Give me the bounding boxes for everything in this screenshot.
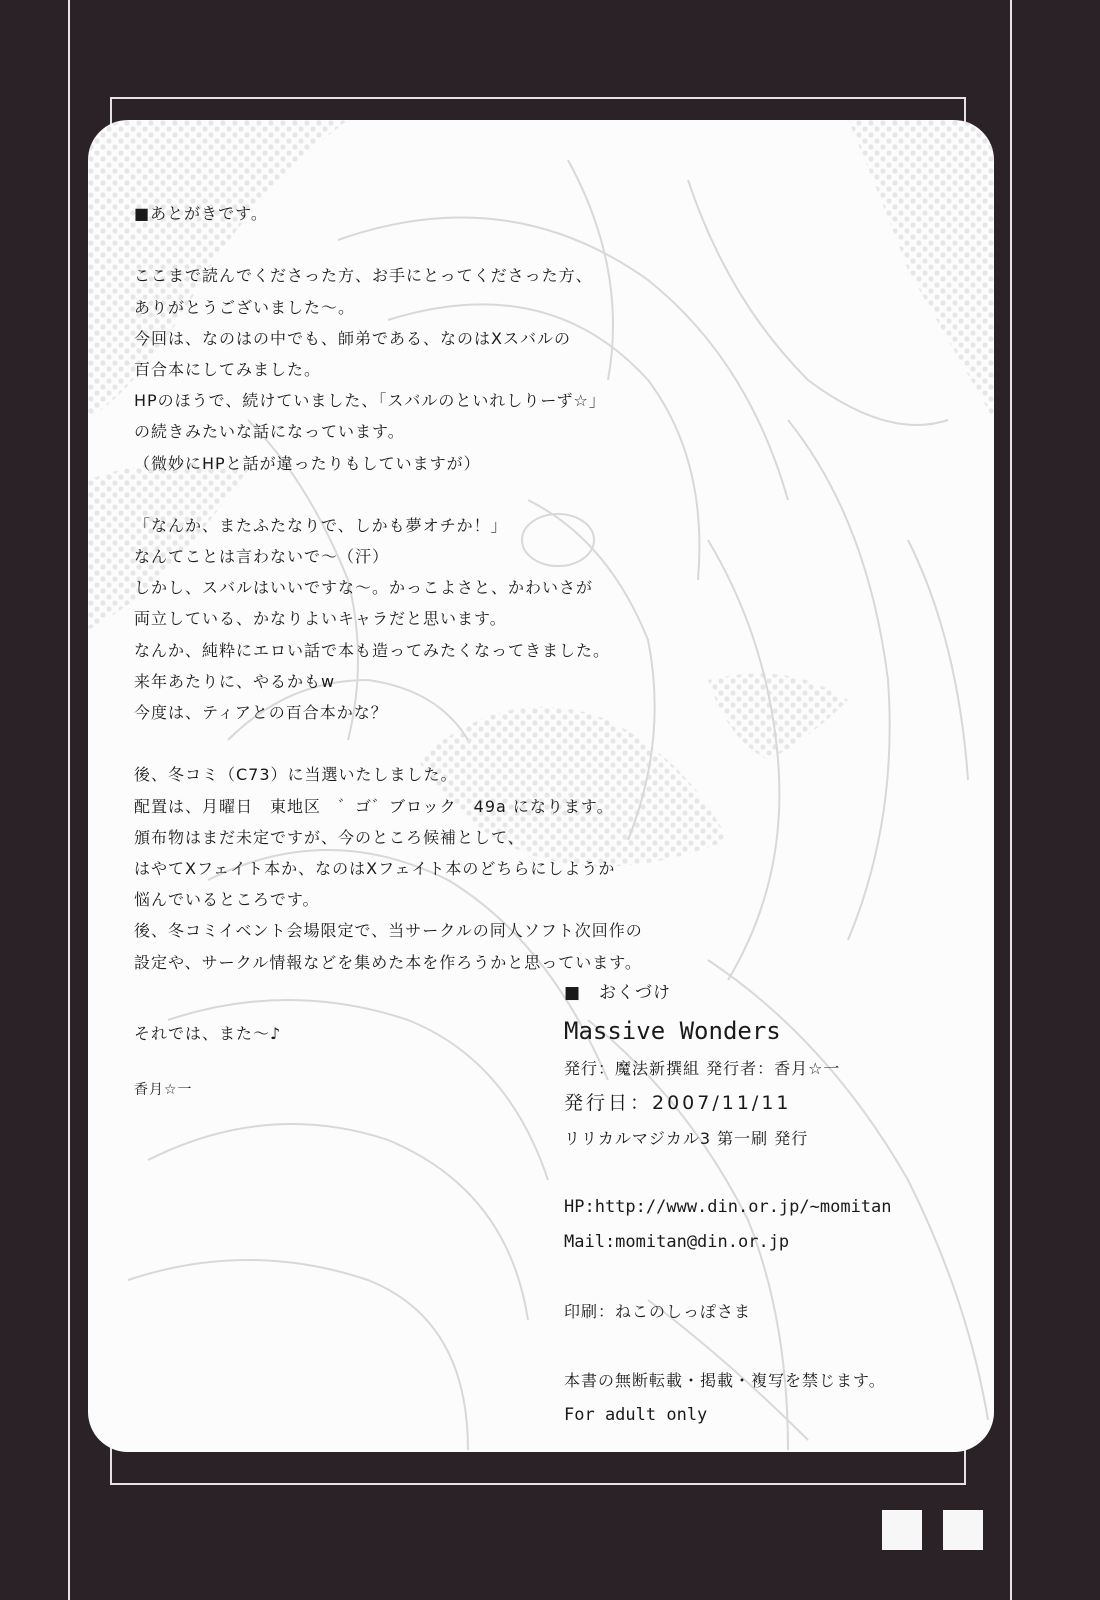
publish-date: 発行日：2007/11/11 [564,1092,792,1114]
afterword-line: 設定や、サークル情報などを集めた本を作ろうかと思っています。 [134,952,642,972]
book-title: Massive Wonders [564,1017,781,1045]
afterword-line: はやてXフェイト本か、なのはXフェイト本のどちらにしようか [134,858,616,878]
edition-line: リリカルマジカル3 第一刷 発行 [564,1129,809,1148]
right-border-line [1010,0,1012,1600]
author-signature: 香月☆一 [134,1082,193,1099]
afterword-line: 百合本にしてみました。 [134,359,322,379]
adult-notice: For adult only [564,1405,708,1425]
afterword-line: 後、冬コミイベント会場限定で、当サークルの同人ソフト次回作の [134,921,643,941]
homepage-url: HP:http://www.din.or.jp/~momitan [564,1197,892,1217]
afterword-line: 両立している、かなりよいキャラだと思います。 [134,609,507,629]
colophon-section [564,976,892,1433]
afterword-line: 「なんか、またふたなりで、しかも夢オチか！」 [134,515,508,535]
afterword-line: ここまで読んでくださった方、お手にとってくださった方、 [134,266,593,286]
afterword-line: 今回は、なのはの中でも、師弟である、なのはXスバルの [134,328,571,348]
afterword-line: （微妙にHPと話が違ったりもしていますが） [134,453,481,473]
publisher-line: 発行：魔法新撰組 発行者：香月☆一 [564,1059,841,1078]
page-box [943,1510,983,1550]
printing-line: 印刷：ねこのしっぽさま [564,1302,752,1321]
left-border-line [68,0,70,1600]
closing-line: それでは、また～♪ [134,1024,282,1043]
afterword-line: なんてことは言わないで～（汗） [134,547,390,567]
afterword-line: HPのほうで、続けていました、「スバルのといれしりーず☆」 [134,391,606,411]
contact-email: Mail:momitan@din.or.jp [564,1232,790,1252]
afterword-line: 頒布物はまだ未定ですが、今のところ候補として、 [134,827,525,847]
afterword-line: なんか、純粋にエロい話で本も造ってみたくなってきました。 [134,640,611,660]
afterword-heading: ■あとがきです。 [134,204,268,223]
afterword-line: 来年あたりに、やるかもw [134,671,336,691]
afterword-section [134,198,643,978]
afterword-line: 悩んでいるところです。 [134,890,320,910]
afterword-line: 配置は、月曜日 東地区 ゛ゴ゛ブロック 49a になります。 [134,796,614,816]
page-box [882,1510,922,1550]
afterword-line: しかし、スバルはいいですな～。かっこよさと、かわいさが [134,578,594,598]
content-panel [88,120,994,1452]
colophon-heading: ■ おくづけ [564,983,672,1003]
copyright-notice: 本書の無断転載・掲載・複写を禁じます。 [564,1371,886,1390]
afterword-line: 後、冬コミ（C73）に当選いたしました。 [134,765,458,785]
afterword-line: ありがとうございました～。 [134,297,356,317]
afterword-line: 今度は、ティアとの百合本かな？ [134,703,388,722]
signoff-section [134,1018,281,1106]
page-number-boxes [882,1510,983,1550]
afterword-line: の続きみたいな話になっています。 [134,422,405,442]
